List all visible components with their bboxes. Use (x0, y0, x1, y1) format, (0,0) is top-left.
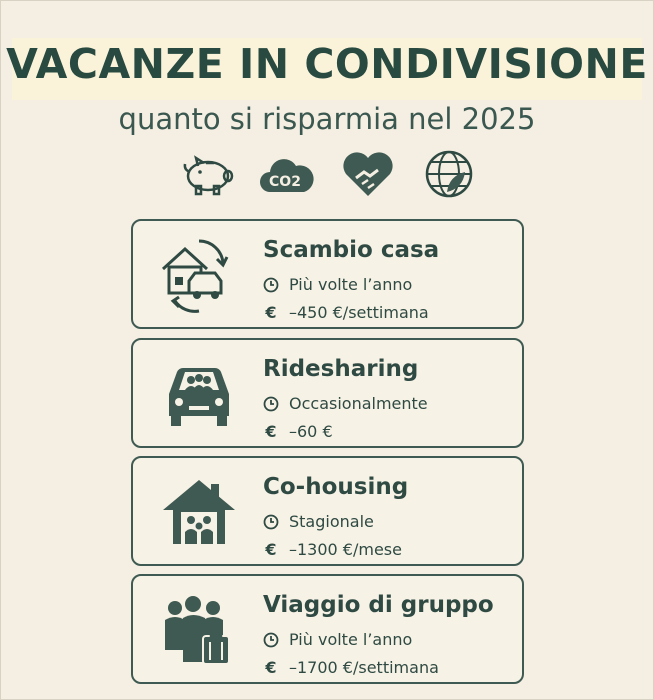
saving-text: –450 €/settimana (289, 303, 429, 322)
house-exchange-icon (159, 235, 239, 315)
car-passengers-icon (159, 354, 239, 434)
euro-icon: € (265, 422, 277, 441)
euro-icon: € (265, 540, 277, 559)
frequency-row (263, 394, 428, 413)
saving-row (263, 303, 429, 322)
saving-row (263, 422, 333, 441)
clock-icon (263, 396, 279, 412)
card-ridesharing (131, 338, 524, 448)
handshake-heart-icon (340, 148, 396, 200)
card-title: Co-housing (263, 474, 409, 500)
card-title: Ridesharing (263, 356, 419, 382)
card-co-housing (131, 456, 524, 566)
group-travel-icon (159, 590, 239, 670)
frequency-row (263, 630, 412, 649)
euro-icon: € (265, 303, 277, 322)
card-title: Scambio casa (263, 237, 440, 263)
clock-icon (263, 632, 279, 648)
piggy-bank-icon (180, 148, 236, 200)
frequency-text: Più volte l’anno (289, 630, 413, 649)
frequency-text: Occasionalmente (289, 394, 428, 413)
card-scambio-casa (131, 219, 524, 329)
card-title: Viaggio di gruppo (263, 592, 494, 618)
saving-row (263, 658, 439, 677)
frequency-row (263, 275, 412, 294)
co2-cloud-icon (258, 148, 314, 200)
co2-label: CO2 (269, 174, 301, 190)
globe-leaf-icon (421, 148, 477, 200)
saving-row (263, 540, 402, 559)
page-subtitle: quanto si risparmia nel 2025 (118, 102, 536, 136)
page-title: VACANZE IN CONDIVISIONE (6, 40, 648, 88)
house-family-icon (159, 472, 239, 552)
frequency-row (263, 512, 374, 531)
saving-text: –1300 €/mese (289, 540, 402, 559)
euro-icon: € (265, 658, 277, 677)
top-icons-row (0, 148, 654, 200)
clock-icon (263, 277, 279, 293)
frequency-text: Più volte l’anno (289, 275, 413, 294)
card-viaggio-di-gruppo (131, 574, 524, 684)
frequency-text: Stagionale (289, 512, 374, 531)
saving-text: –60 € (289, 422, 333, 441)
saving-text: –1700 €/settimana (289, 658, 439, 677)
clock-icon (263, 514, 279, 530)
